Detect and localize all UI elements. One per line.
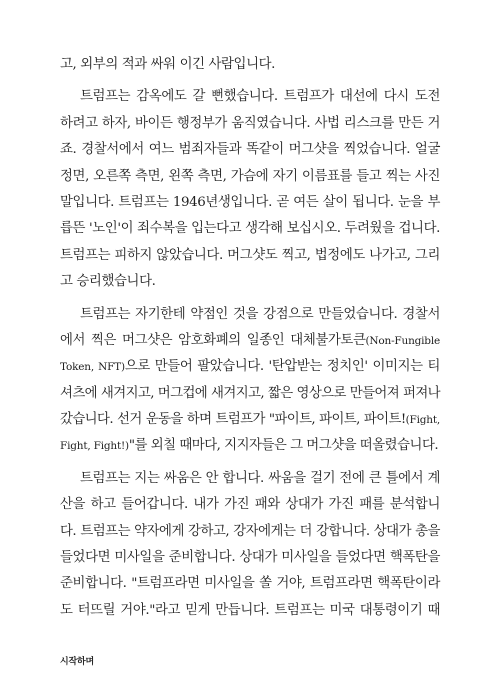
p4-line-1: 트럼프는 지는 싸움은 안 합니다. 싸움을 걸기 전에 큰 틀에서 계 (80, 470, 440, 486)
p3-line-5-latin: (Fight, (405, 414, 440, 427)
p3-line-2-text: 에서 찍은 머그샷은 암호화폐의 일종인 대체불가토큰 (60, 332, 366, 348)
p2-line-7: 트럼프는 피하지 않았습니다. 머그샷도 찍고, 법정에도 나가고, 그리 (60, 247, 440, 263)
p3-line-6-latin: Fight, Fight!) (60, 440, 129, 453)
p2-line-5: 말입니다. 트럼프는 1946년생입니다. 곧 여든 살이 됩니다. 눈을 부 (60, 194, 440, 210)
p3-line-3 (60, 354, 440, 380)
p4-line-2: 산을 하고 들어갑니다. 내가 가진 패와 상대가 가진 패를 분석합니 (60, 497, 440, 513)
p3-line-3-text: 으로 만들어 팔았습니다. '탄압받는 정치인' 이미지는 티 (124, 359, 440, 375)
p3-line-3-latin: Token, NFT) (60, 361, 125, 374)
p1-line-1: 고, 외부의 적과 싸워 이긴 사람입니다. (60, 57, 276, 72)
p4-line-6: 도 터뜨릴 거야."라고 믿게 만듭니다. 트럼프는 미국 대통령이기 때 (60, 602, 440, 618)
p3-line-5-text: 갔습니다. 선거 운동을 하며 트럼프가 "파이트, 파이트, 파이트! (60, 412, 406, 428)
p2-line-8: 고 승리했습니다. (60, 274, 156, 290)
p3-line-6-text: "를 외칠 때마다, 지지자들은 그 머그샷을 떠올렸습니다. (128, 438, 439, 454)
p3-line-1: 트럼프는 자기한테 약점인 것을 강점으로 만들었습니다. 경찰서 (80, 306, 440, 322)
body-text (60, 52, 440, 624)
p4-line-3: 다. 트럼프는 약자에게 강하고, 강자에게는 더 강합니다. 상대가 총을 (60, 523, 440, 539)
p3-line-5 (60, 407, 440, 433)
p4-line-5: 준비합니다. "트럼프라면 미사일을 쏠 거야, 트럼프라면 핵폭탄이라 (60, 576, 440, 592)
p3-line-6 (60, 433, 440, 459)
p3-line-2-latin: (Non-Fungible (365, 334, 440, 347)
p2-line-2: 하려고 하자, 바이든 행정부가 움직였습니다. 사법 리스크를 만든 거 (60, 115, 440, 131)
p4-line-4: 들었다면 미사일을 준비합니다. 상대가 미사일을 들었다면 핵폭탄을 (60, 550, 440, 566)
p2-line-4: 정면, 오른쪽 측면, 왼쪽 측면, 가슴에 자기 이름표를 들고 찍는 사진 (60, 168, 440, 184)
p2-line-6: 릅뜬 '노인'이 죄수복을 입는다고 생각해 보십시오. 두려웠을 겁니다. (60, 221, 440, 237)
p2-line-3: 죠. 경찰서에서 여느 범죄자들과 똑같이 머그샷을 찍었습니다. 얼굴 (60, 142, 440, 158)
p3-line-4: 셔츠에 새겨지고, 머그컵에 새겨지고, 짧은 영상으로 만들어져 퍼져나 (60, 385, 440, 401)
running-footer: 시작하며 (60, 657, 94, 667)
p3-line-2 (60, 328, 440, 354)
p2-line-1: 트럼프는 감옥에도 갈 뻔했습니다. 트럼프가 대선에 다시 도전 (80, 89, 440, 105)
